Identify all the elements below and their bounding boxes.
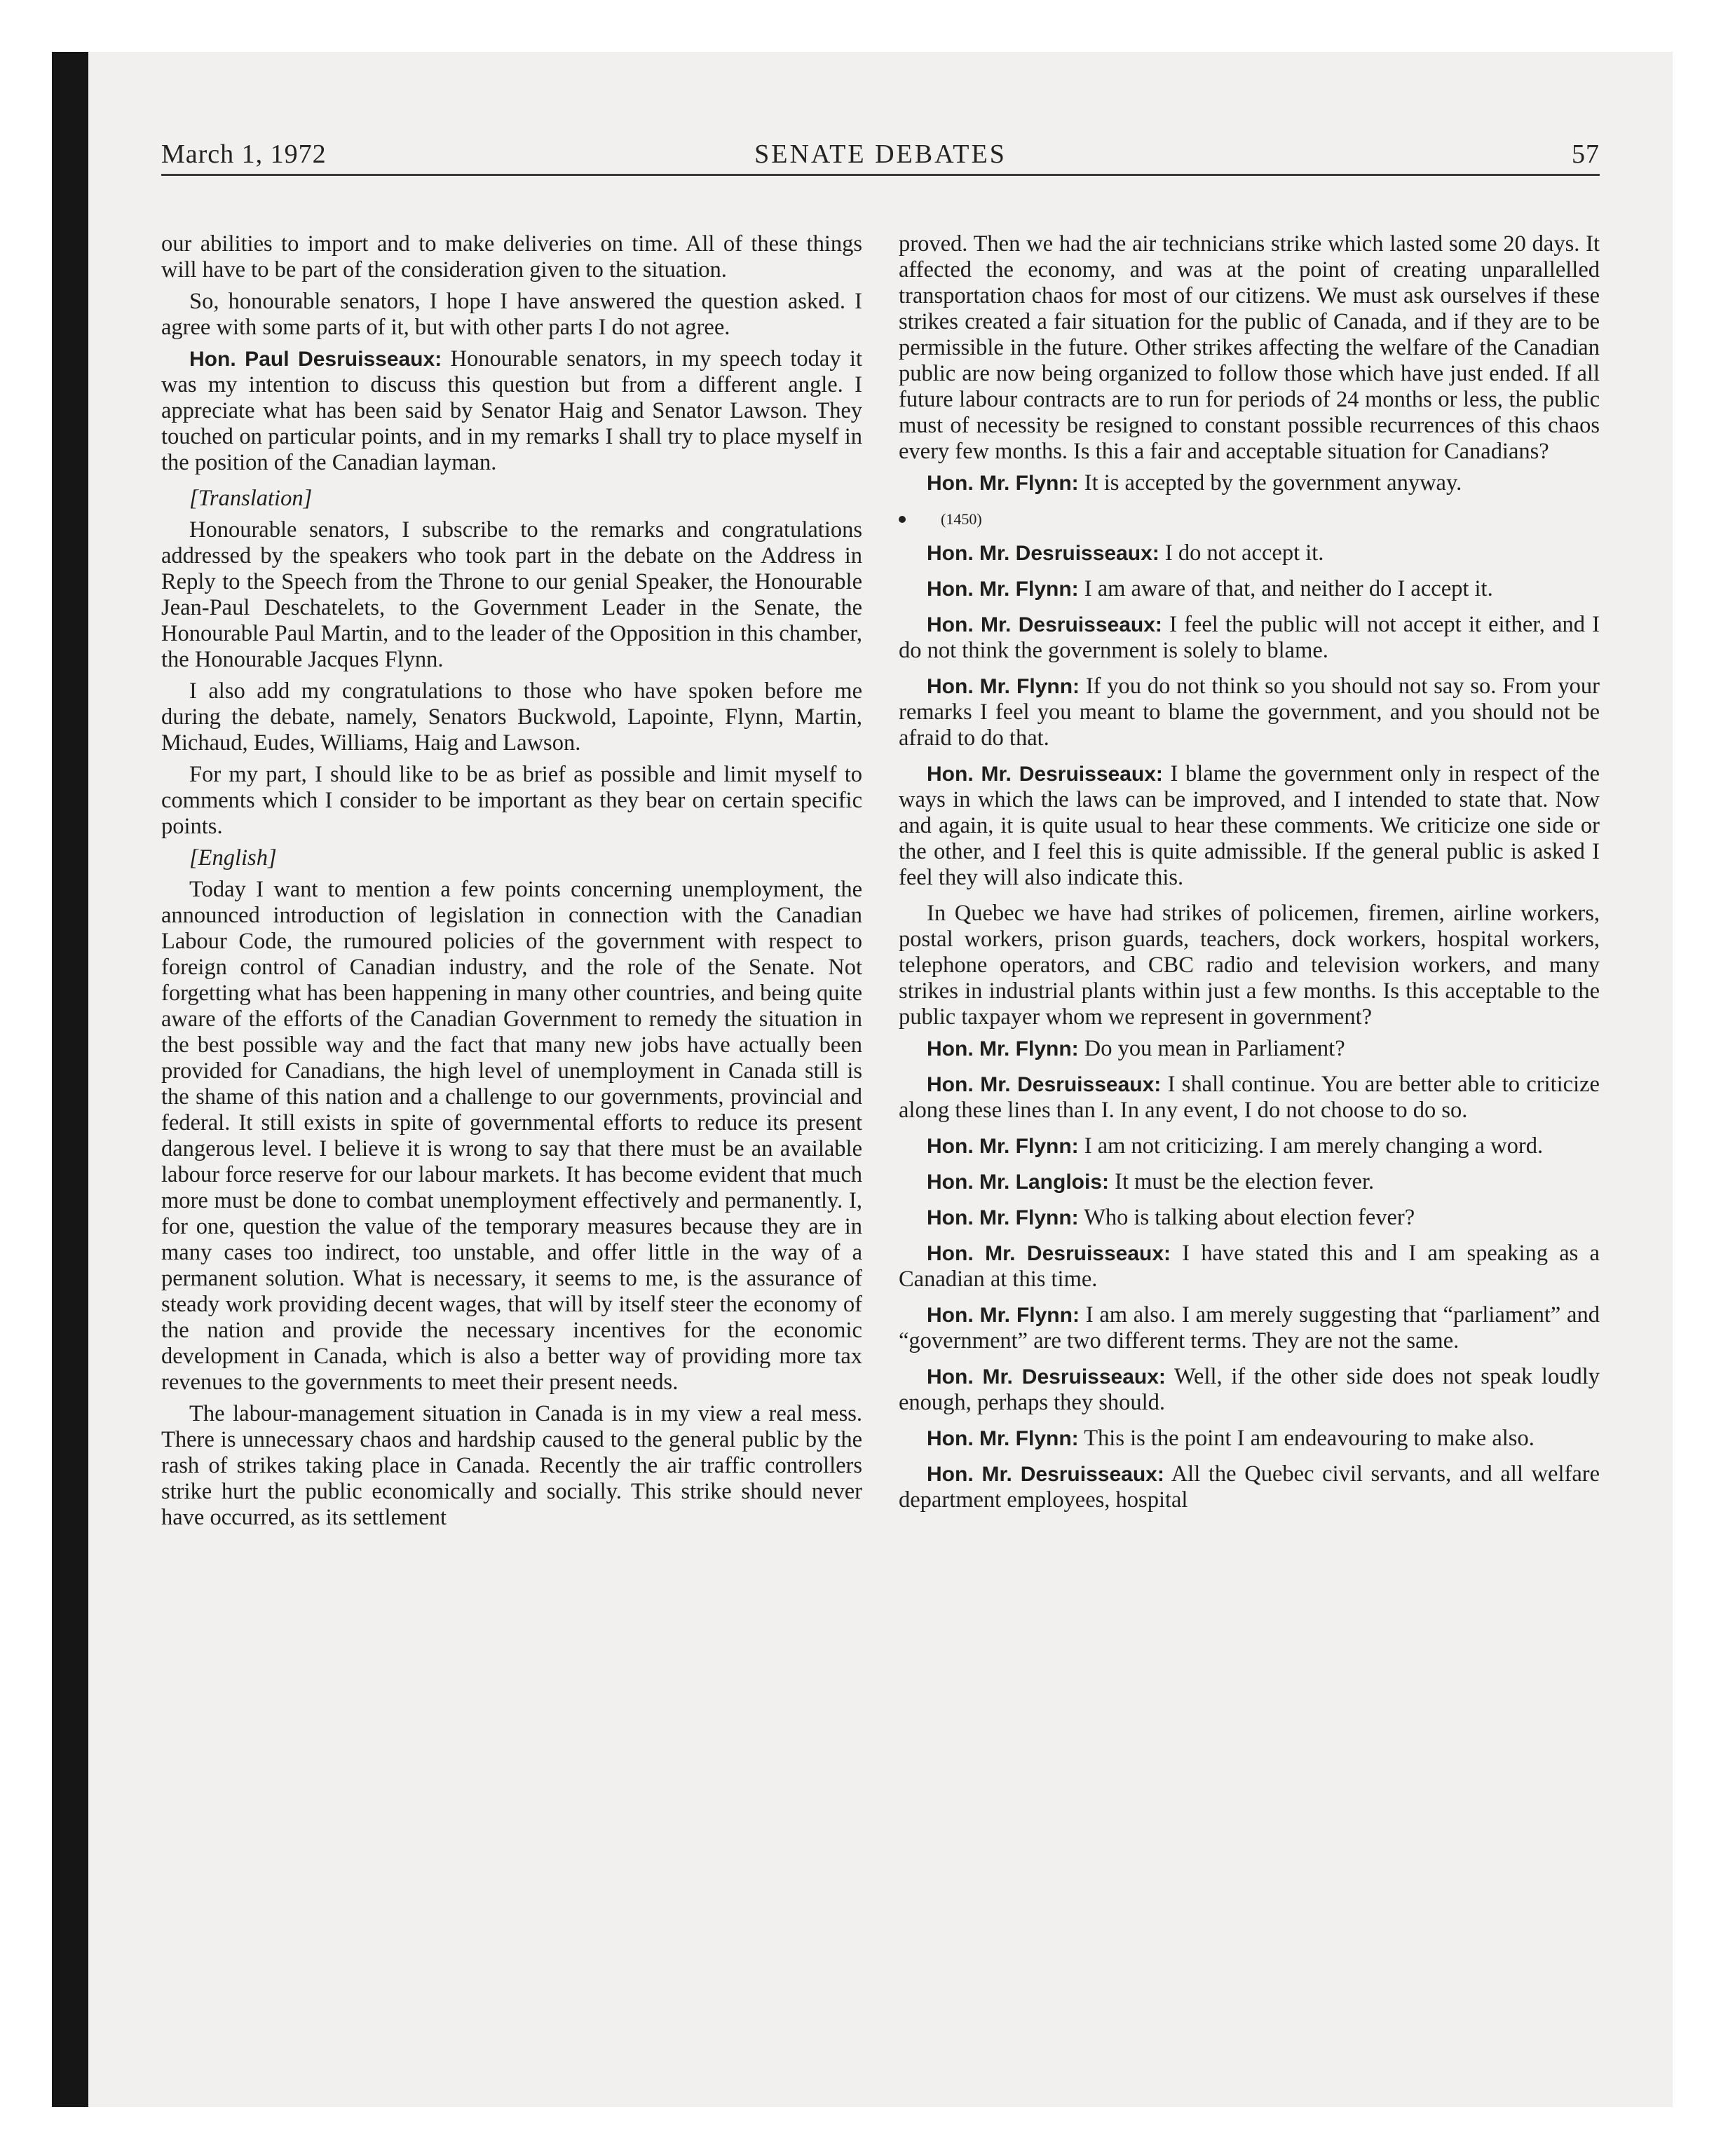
speech-text: It must be the election fever. [1109, 1169, 1375, 1194]
timestamp-text: (1450) [941, 510, 982, 528]
paragraph: our abilities to import and to make deliveries on time. All of these things will have to be part of the consideration given to the situation. [161, 231, 862, 282]
speech-text: I shall continue. You are better able to criticize along these lines than I. In any event, I do not choose to do so. [899, 1072, 1600, 1123]
scan-binding-edge [52, 52, 88, 2107]
speaker-name: Hon. Mr. Desruisseaux: [927, 1365, 1166, 1389]
left-column [161, 231, 862, 1536]
speech-paragraph [161, 346, 862, 476]
paragraph: I also add my congratulations to those who have spoken before me during the debate, namely, Senators Buckwold, Lapointe, Flynn, Martin, Michaud, Eudes, Williams, Haig and Lawson. [161, 678, 862, 756]
speech-text: All the Quebec civil servants, and all welfare department employees, hospital [899, 1461, 1600, 1513]
speech-text: Honourable senators, in my speech today it was my intention to discuss this question but from a different angle. I appreciate what has been said by Senator Haig and Senator Lawson. They touched on particular points, and in my remarks I shall try to place myself in the position of the Canadian layman. [161, 346, 862, 475]
speaker-name: Hon. Mr. Desruisseaux: [927, 1073, 1162, 1096]
speech-paragraph [899, 1072, 1600, 1124]
header-date: March 1, 1972 [161, 139, 327, 169]
header-title: SENATE DEBATES [754, 139, 1007, 169]
speech-text: Who is talking about election fever? [1078, 1205, 1415, 1230]
speech-paragraph [899, 1205, 1600, 1231]
speech-text: I am aware of that, and neither do I accept it. [1078, 576, 1493, 601]
bullet-icon [899, 516, 906, 523]
speaker-name: Hon. Mr. Flynn: [927, 1206, 1079, 1229]
paragraph: The labour-management situation in Canada is in my view a real mess. There is unnecessary chaos and hardship caused to the general public by the rash of strikes taking place in Canada. Recently the air traffic controllers strike hurt the public economically and socially. This strike should never have occurred, as its settlement [161, 1401, 862, 1530]
speech-paragraph [899, 1036, 1600, 1062]
paragraph: proved. Then we had the air technicians strike which lasted some 20 days. It affected the economy, and was at the point of creating unparallelled transportation chaos for most of our citizens. We must ask ourselves if these strikes created a fair situation for the public of Canada, and if they are to be permissible in the future. Other strikes affecting the welfare of the Canadian public are now being organized to follow those which have just ended. If all future labour contracts are to run for periods of 24 months or less, the public must of necessity be resigned to constant possible recurrences of this chaos every few months. Is this a fair and acceptable situation for Canadians? [899, 231, 1600, 464]
speech-text: I have stated this and I am speaking as a Canadian at this time. [899, 1241, 1600, 1292]
paragraph: For my part, I should like to be as brief as possible and limit myself to comments which I consider to be important as they bear on certain specific points. [161, 762, 862, 839]
speech-paragraph [899, 1302, 1600, 1354]
speech-text: It is accepted by the government anyway. [1078, 470, 1462, 496]
page-number: 57 [1572, 139, 1600, 169]
speaker-name: Hon. Mr. Langlois: [927, 1171, 1109, 1194]
paragraph: So, honourable senators, I hope I have answered the question asked. I agree with some parts of it, but with other parts I do not agree. [161, 289, 862, 340]
speaker-name: Hon. Mr. Flynn: [927, 1304, 1080, 1327]
speech-text: I do not accept it. [1159, 540, 1324, 566]
speech-text: Do you mean in Parliament? [1078, 1036, 1345, 1061]
speech-text: I blame the government only in respect of the ways in which the laws can be improved, and I intended to state that. Now and again, it is quite usual to hear these comments. We criticize one side or the other, and I feel this is quite admissible. If the general public is asked I feel they will also indicate this. [899, 761, 1600, 890]
speech-paragraph [899, 470, 1600, 496]
speech-paragraph [899, 761, 1600, 891]
speaker-name: Hon. Mr. Desruisseaux: [927, 763, 1163, 786]
speech-text: I am not criticizing. I am merely changing a word. [1078, 1133, 1544, 1159]
speaker-name: Hon. Mr. Flynn: [927, 1427, 1079, 1450]
speech-paragraph [899, 576, 1600, 602]
speech-text: Well, if the other side does not speak loudly enough, perhaps they should. [899, 1364, 1600, 1415]
speech-paragraph [899, 1241, 1600, 1292]
speech-paragraph [899, 1364, 1600, 1416]
speaker-name: Hon. Mr. Flynn: [927, 1037, 1079, 1060]
language-marker: [English] [189, 845, 277, 871]
speaker-name: Hon. Mr. Desruisseaux: [927, 1463, 1164, 1486]
document-page [88, 52, 1673, 2107]
speaker-name: Hon. Mr. Flynn: [927, 1135, 1079, 1158]
speaker-name: Hon. Mr. Desruisseaux: [927, 1242, 1171, 1265]
speech-text: If you do not think so you should not say so. From your remarks I feel you meant to blame the government, and you should not be afraid to do that. [899, 674, 1600, 751]
speaker-name: Hon. Paul Desruisseaux: [189, 348, 442, 371]
paragraph: Honourable senators, I subscribe to the remarks and congratulations addressed by the speakers who took part in the debate on the Address in Reply to the Speech from the Throne to our genial Speaker, the Honourable Jean-Paul Deschatelets, to the Government Leader in the Senate, the Honourable Paul Martin, and to the leader of the Opposition in this chamber, the Honourable Jacques Flynn. [161, 517, 862, 672]
speech-text: I am also. I am merely suggesting that “parliament” and “government” are two different terms. They are not the same. [899, 1302, 1600, 1353]
speaker-name: Hon. Mr. Desruisseaux: [927, 613, 1162, 636]
speech-paragraph [899, 1133, 1600, 1159]
running-header [161, 140, 1600, 176]
speech-paragraph [899, 1461, 1600, 1513]
speech-paragraph [899, 540, 1600, 566]
paragraph: In Quebec we have had strikes of policemen, firemen, airline workers, postal workers, prison guards, teachers, dock workers, hospital workers, telephone operators, and CBC radio and television workers, and many strikes in industrial plants within just a few months. Is this acceptable to the public taxpayer whom we represent in government? [899, 901, 1600, 1030]
right-column [899, 231, 1600, 1523]
speech-text: This is the point I am endeavouring to make also. [1078, 1426, 1535, 1451]
speaker-name: Hon. Mr. Flynn: [927, 675, 1080, 698]
speaker-name: Hon. Mr. Desruisseaux: [927, 542, 1159, 565]
speech-paragraph [899, 674, 1600, 751]
timestamp [899, 506, 1600, 532]
paragraph: Today I want to mention a few points concerning unemployment, the announced introduction of legislation in connection with the Canadian Labour Code, the rumoured policies of the government with respect to foreign control of Canadian industry, and the role of the Senate. Not forgetting what has been happening in many other countries, and being quite aware of the efforts of the Canadian Government to remedy the situation in the best possible way and the fact that many new jobs have actually been provided for Canadians, the high level of unemployment in Canada still is the shame of this nation and a challenge to our governments, provincial and federal. It still exists in spite of governmental efforts to reduce its present dangerous level. I believe it is wrong to say that there must be an available labour force reserve for our labour markets. It has become evident that much more must be done to combat unemployment effectively and permanently. I, for one, question the value of the temporary measures because they are in many cases too indirect, too unstable, and offer little in the way of a permanent solution. What is necessary, it seems to me, is the assurance of steady work providing decent wages, that will by itself steer the economy of the nation and provide the necessary incentives for the economic development in Canada, which is also a better way of providing more tax revenues to the governments to meet their present needs. [161, 877, 862, 1395]
speaker-name: Hon. Mr. Flynn: [927, 578, 1079, 601]
speech-paragraph [899, 1426, 1600, 1452]
speech-text: I feel the public will not accept it either, and I do not think the government is solely to blame. [899, 612, 1600, 663]
speech-paragraph [899, 612, 1600, 664]
language-marker: [Translation] [189, 486, 313, 511]
speech-paragraph [899, 1169, 1600, 1195]
speaker-name: Hon. Mr. Flynn: [927, 472, 1079, 495]
